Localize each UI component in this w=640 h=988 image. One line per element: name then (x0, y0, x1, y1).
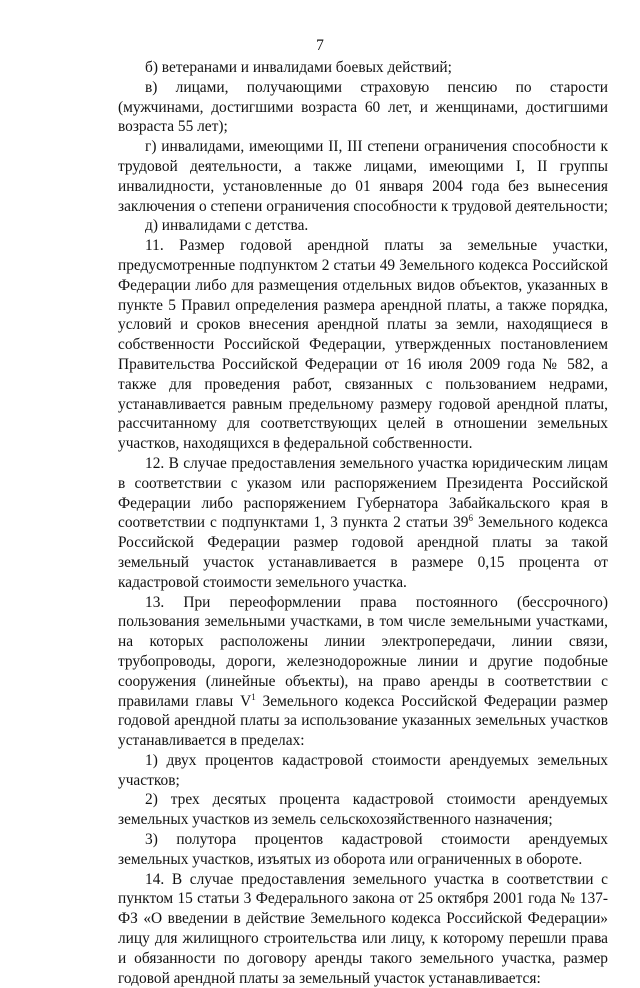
paragraph-g: г) инвалидами, имеющими II, III степени ограничения способности к трудовой деятельности, а также лицами, имеющими I, II группы инвалидности, установленные до 01 января 2004 года без вынесения заключения о степени ограничения способности к трудовой деятельности; (118, 138, 609, 215)
paragraph-13-superscript: 1 (251, 691, 256, 702)
paragraph-13-item-2: 2) трех десятых процента кадастровой стоимости арендуемых земельных участков из земель сельскохозяйственного назначения; (118, 791, 608, 829)
page-number: 7 (316, 37, 324, 54)
paragraph-13-text-b: Земельного кодекса Российской Федерации размер годовой арендной платы за использование указанных земельных участков устанавливается в пределах: (118, 692, 608, 750)
paragraph-12 (118, 454, 608, 593)
paragraph-v: в) лицами, получающими страховую пенсию по старости (мужчинами, достигшими возраста 60 лет, и женщинами, достигшими возраста 55 лет); (118, 78, 608, 136)
document-body (118, 58, 608, 988)
paragraph-b: б) ветеранами и инвалидами боевых действий; (145, 59, 452, 76)
paragraph-12-superscript: 6 (468, 513, 473, 524)
paragraph-12-text-a: 12. В случае предоставления земельного участка юридическим лицам в соответствии с указом или распоряжением Президента Российской Федерации либо распоряжением Губернатора Забайкальского края в соответствии с подпунктами 1, 3 пункта 2 статьи 39 (118, 454, 608, 532)
paragraph-13 (118, 593, 608, 751)
paragraph-11: 11. Размер годовой арендной платы за земельные участки, предусмотренные подпунктом 2 статьи 49 Земельного кодекса Российской Федерации либо для размещения отдельных видов объектов, указанных в пункте 5 Правил определения размера арендной платы, а также порядка, условий и сроков внесения арендной платы за земли, находящиеся в собственности Российской Федерации, утвержденных постановлением Правительства Российской Федерации от 16 июля 2009 года № 582, а также для проведения работ, связанных с пользованием недрами, устанавливается равным предельному размеру годовой арендной платы, рассчитанному для соответствующих целей в отношении земельных участков, находящихся в федеральной собственности. (118, 237, 608, 453)
paragraph-d: д) инвалидами с детства. (145, 217, 309, 235)
paragraph-13-text-a: 13. При переоформлении права постоянного (бессрочного) пользования земельными участками, в том числе земельными участками, на которых расположены линии электропередачи, линии связи, трубопроводы, дороги, железнодорожные линии и другие подобные сооружения (линейные объекты), на право аренды в соответствии с правилами главы V (118, 593, 608, 710)
paragraph-13-item-1: 1) двух процентов кадастровой стоимости арендуемых земельных участков; (118, 751, 608, 789)
paragraph-13-item-3: 3) полутора процентов кадастровой стоимости арендуемых земельных участков, изъятых из оборота или ограниченных в обороте. (118, 831, 608, 868)
paragraph-14: 14. В случае предоставления земельного участка в соответствии с пунктом 15 статьи 3 Федерального закона от 25 октября 2001 года № 137-ФЗ «О введении в действие Земельного кодекса Российской Федерации» лицу для жилищного строительства или лицу, к которому перешли права и обязанности по договору аренды такого земельного участка, размер годовой арендной платы за земельный участок устанавливается: (118, 870, 608, 987)
paragraph-12-text-b: Земельного кодекса Российской Федерации размер годовой арендной платы за такой земельный участок устанавливается в размере 0,15 процента от кадастровой стоимости земельного участка. (118, 514, 608, 591)
